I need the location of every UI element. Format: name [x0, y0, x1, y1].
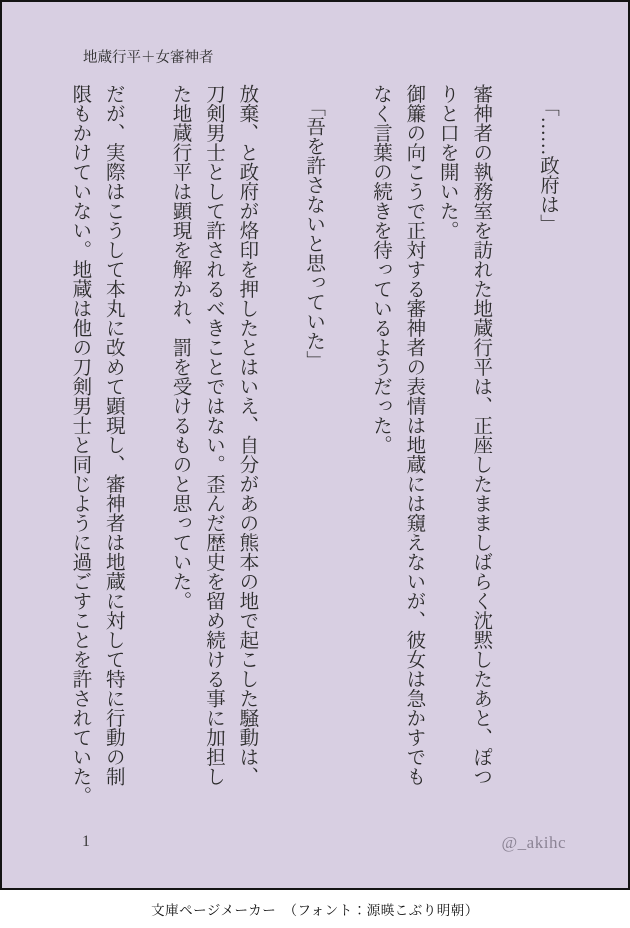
- page-number: 1: [82, 833, 90, 850]
- text-line-blank: [497, 84, 530, 824]
- page-header-title: 地蔵行平＋女審神者: [83, 50, 214, 66]
- text-line: 限もかけていない。地蔵は他の刀剣男士と同じように過ごすことを許されていた。: [69, 84, 91, 806]
- text-line-blank: [130, 84, 163, 824]
- footer-caption: 文庫ページメーカー （フォント：源暎こぶり明朝）: [151, 903, 479, 918]
- text-line: 審神者の執務室を訪れた地蔵行平は、正座したまましばらく沈黙したあと、ぽつ: [470, 84, 492, 786]
- text-line: 御簾の向こうで正対する審神者の表情は地蔵には窺えないが、彼女は急かすでも: [403, 84, 425, 786]
- text-line: だが、実際はこうして本丸に改めて顕現し、審神者は地蔵に対して特に行動の制: [102, 84, 124, 786]
- author-handle: @_akihc: [501, 833, 566, 852]
- text-line: りと口を開いた。: [436, 84, 458, 240]
- text-line: 「……政府は」: [537, 97, 558, 234]
- text-line: 放棄、と政府が烙印を押したとはいえ、自分があの熊本の地で起こした騒動は、: [236, 84, 258, 786]
- text-line: た地蔵行平は顕現を解かれ、罰を受けるものと思っていた。: [169, 84, 191, 611]
- text-line: 刀剣男士として許されるべきことではない。歪んだ歴史を留め続ける事に加担し: [202, 84, 224, 786]
- body-text: [63, 84, 564, 824]
- text-line: なく言葉の続きを待っているようだった。: [369, 84, 391, 455]
- text-line: 「吾を許さないと思っていた」: [303, 97, 325, 370]
- text-line-blank: [263, 84, 296, 824]
- text-line-blank: [330, 84, 363, 824]
